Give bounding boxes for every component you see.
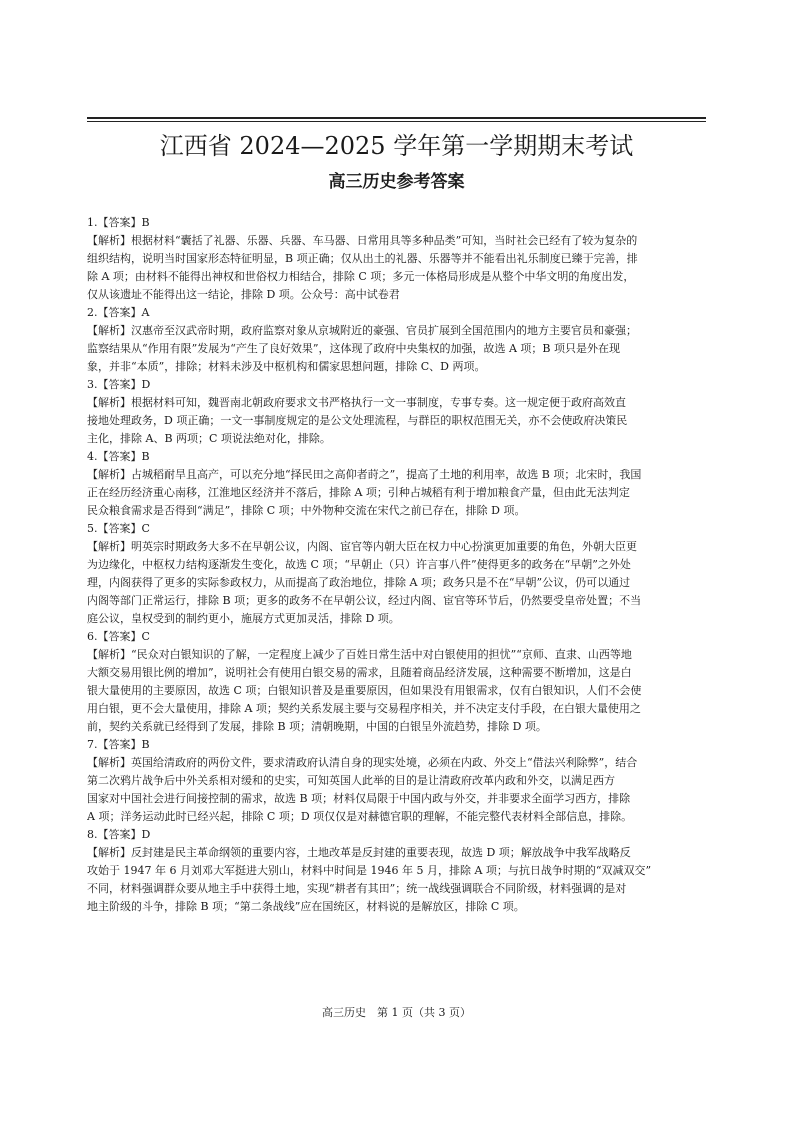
analysis-line: 【解析】占城稻耐旱且高产，可以充分地“择民田之高仰者莳之”，提高了土地的利用率，故选 B 项；北宋时，我国	[87, 468, 642, 481]
answer-line: 5.【答案】C	[87, 522, 150, 535]
analysis-line: 用白银，更不会大量使用，排除 A 项；契约关系发展主要与交易程序相关，并不决定支付手段，在白银大量使用之	[87, 702, 641, 715]
analysis-paragraph	[87, 322, 707, 376]
question-block	[87, 214, 707, 304]
analysis-line: 第二次鸦片战争后中外关系相对缓和的史实，可知英国人此举的目的是让清政府改革内政和外交，以满足西方	[87, 774, 615, 787]
header-rule-thick	[87, 117, 706, 119]
analysis-line: 银大量使用的主要原因，故选 C 项；白银知识普及是重要原因，但如果没有用银需求，仅有白银知识，人们不会使	[87, 684, 642, 697]
answer-line: 8.【答案】D	[87, 828, 151, 841]
question-block	[87, 304, 707, 376]
question-block	[87, 628, 707, 736]
analysis-line: 监察结果从“作用有限”发展为“产生了良好效果”，这体现了政府中央集权的加强，故选 A 项；B 项只是外在现	[87, 342, 621, 355]
analysis-line: 【解析】根据材料可知，魏晋南北朝政府要求文书严格执行一文一事制度，专事专奏。这一规定便于政府高效直	[87, 396, 626, 409]
answer-line: 4.【答案】B	[87, 450, 150, 463]
analysis-line: 仅从该遗址不能得出这一结论，排除 D 项。公众号：高中试卷君	[87, 288, 400, 301]
analysis-line: 主化，排除 A、B 两项；C 项说法绝对化，排除。	[87, 432, 331, 445]
analysis-line: 大额交易用银比例的增加”，说明社会有使用白银交易的需求，且随着商品经济发展，这种需要不断增加，这是白	[87, 666, 632, 679]
question-block	[87, 826, 707, 916]
analysis-line: 地主阶级的斗争，排除 B 项；“第二条战线”应在国统区，材料说的是解放区，排除 C 项。	[87, 900, 525, 913]
analysis-paragraph	[87, 754, 707, 826]
question-block	[87, 520, 707, 628]
analysis-paragraph	[87, 394, 707, 448]
answer-key-subtitle: 高三历史参考答案	[328, 172, 465, 192]
analysis-line: 象，并非“本质”，排除；材料未涉及中枢机构和儒家思想问题，排除 C、D 两项。	[87, 360, 486, 373]
analysis-line: 正在经历经济重心南移，江淮地区经济并不落后，排除 A 项；引种占城稻有利于增加粮食产量，但由此无法判定	[87, 486, 630, 499]
analysis-line: 【解析】反封建是民主革命纲领的重要内容，土地改革是反封建的重要表现，故选 D 项；解放战争中我军战略反	[87, 846, 631, 859]
question-block	[87, 376, 707, 448]
answer-line: 3.【答案】D	[87, 378, 151, 391]
analysis-line: 为边缘化，中枢权力结构逐渐发生变化，故选 C 项；“早朝止（只）许言事八件”使得更多的政务在“早朝”之外处	[87, 558, 631, 571]
analysis-line: 【解析】根据材料“囊括了礼器、乐器、兵器、车马器、日常用具等多种品类”可知，当时社会已经有了较为复杂的	[87, 234, 638, 247]
analysis-line: 除 A 项；由材料不能得出神权和世俗权力相结合，排除 C 项；多元一体格局形成是从整个中华文明的角度出发，	[87, 270, 635, 283]
analysis-paragraph	[87, 646, 707, 736]
analysis-paragraph	[87, 844, 707, 916]
analysis-line: 庭公议，皇权受到的制约更小，施展方式更加灵活，排除 D 项。	[87, 612, 400, 625]
analysis-line: 【解析】“民众对白银知识的了解，一定程度上减少了百姓日常生活中对白银使用的担忧”“京师、直隶、山西等地	[87, 648, 632, 661]
question-block	[87, 736, 707, 826]
analysis-line: 民众粮食需求是否得到“满足”，排除 C 项；中外物种交流在宋代之前已存在，排除 D 项。	[87, 504, 526, 517]
header-rule-thin	[87, 121, 706, 122]
analysis-line: 攻始于 1947 年 6 月刘邓大军挺进大别山，材料中时间是 1946 年 5 月，排除 A 项；与抗日战争时期的“双减双交”	[87, 864, 652, 877]
analysis-line: 【解析】英国给清政府的两份文件，要求清政府认清自身的现实处境，必须在内政、外交上“借法兴利除弊”，结合	[87, 756, 638, 769]
analysis-paragraph	[87, 466, 707, 520]
analysis-paragraph	[87, 232, 707, 304]
analysis-line: 前，契约关系就已经得到了发展，排除 B 项；清朝晚期，中国的白银呈外流趋势，排除 D 项。	[87, 720, 547, 733]
answer-line: 7.【答案】B	[87, 738, 150, 751]
exam-title: 江西省 2024—2025 学年第一学期期末考试	[159, 132, 634, 160]
analysis-line: 【解析】汉惠帝至汉武帝时期，政府监察对象从京城附近的豪强、官员扩展到全国范围内的地方主要官员和豪强；	[87, 324, 637, 337]
answer-line: 6.【答案】C	[87, 630, 150, 643]
analysis-line: 接地处理政务，D 项正确；一文一事制度规定的是公文处理流程，与群臣的职权范围无关，亦不会使政府决策民	[87, 414, 628, 427]
analysis-line: 理，内阁获得了更多的实际参政权力，从而提高了政治地位，排除 A 项；政务只是不在“早朝”公议，仍可以通过	[87, 576, 631, 589]
analysis-line: 内阁等部门正常运行，排除 B 项；更多的政务不在早朝公议，经过内阁、宦官等环节后，仍然要受皇帝处置；不当	[87, 594, 642, 607]
analysis-line: 不同，材料强调群众要从地主手中获得土地，实现“耕者有其田”；统一战线强调联合不同阶级，材料强调的是对	[87, 882, 627, 895]
analysis-line: A 项；洋务运动此时已经兴起，排除 C 项；D 项仅仅是对赫德官职的理解，不能完整代表材料全部信息，排除。	[87, 810, 633, 823]
analysis-line: 组织结构，说明当时国家形态特征明显，B 项正确；仅从出土的礼器、乐器等并不能看出礼乐制度已臻于完善，排	[87, 252, 638, 265]
answer-line: 2.【答案】A	[87, 306, 150, 319]
question-block	[87, 448, 707, 520]
answer-list	[87, 214, 707, 916]
analysis-line: 【解析】明英宗时期政务大多不在早朝公议，内阁、宦官等内朝大臣在权力中心扮演更加重要的角色，外朝大臣更	[87, 540, 637, 553]
answer-line: 1.【答案】B	[87, 216, 150, 229]
analysis-paragraph	[87, 538, 707, 628]
page-footer: 高三历史 第 1 页（共 3 页）	[322, 1006, 471, 1019]
analysis-line: 国家对中国社会进行间接控制的需求，故选 B 项；材料仅局限于中国内政与外交，并非要求全面学习西方，排除	[87, 792, 631, 805]
